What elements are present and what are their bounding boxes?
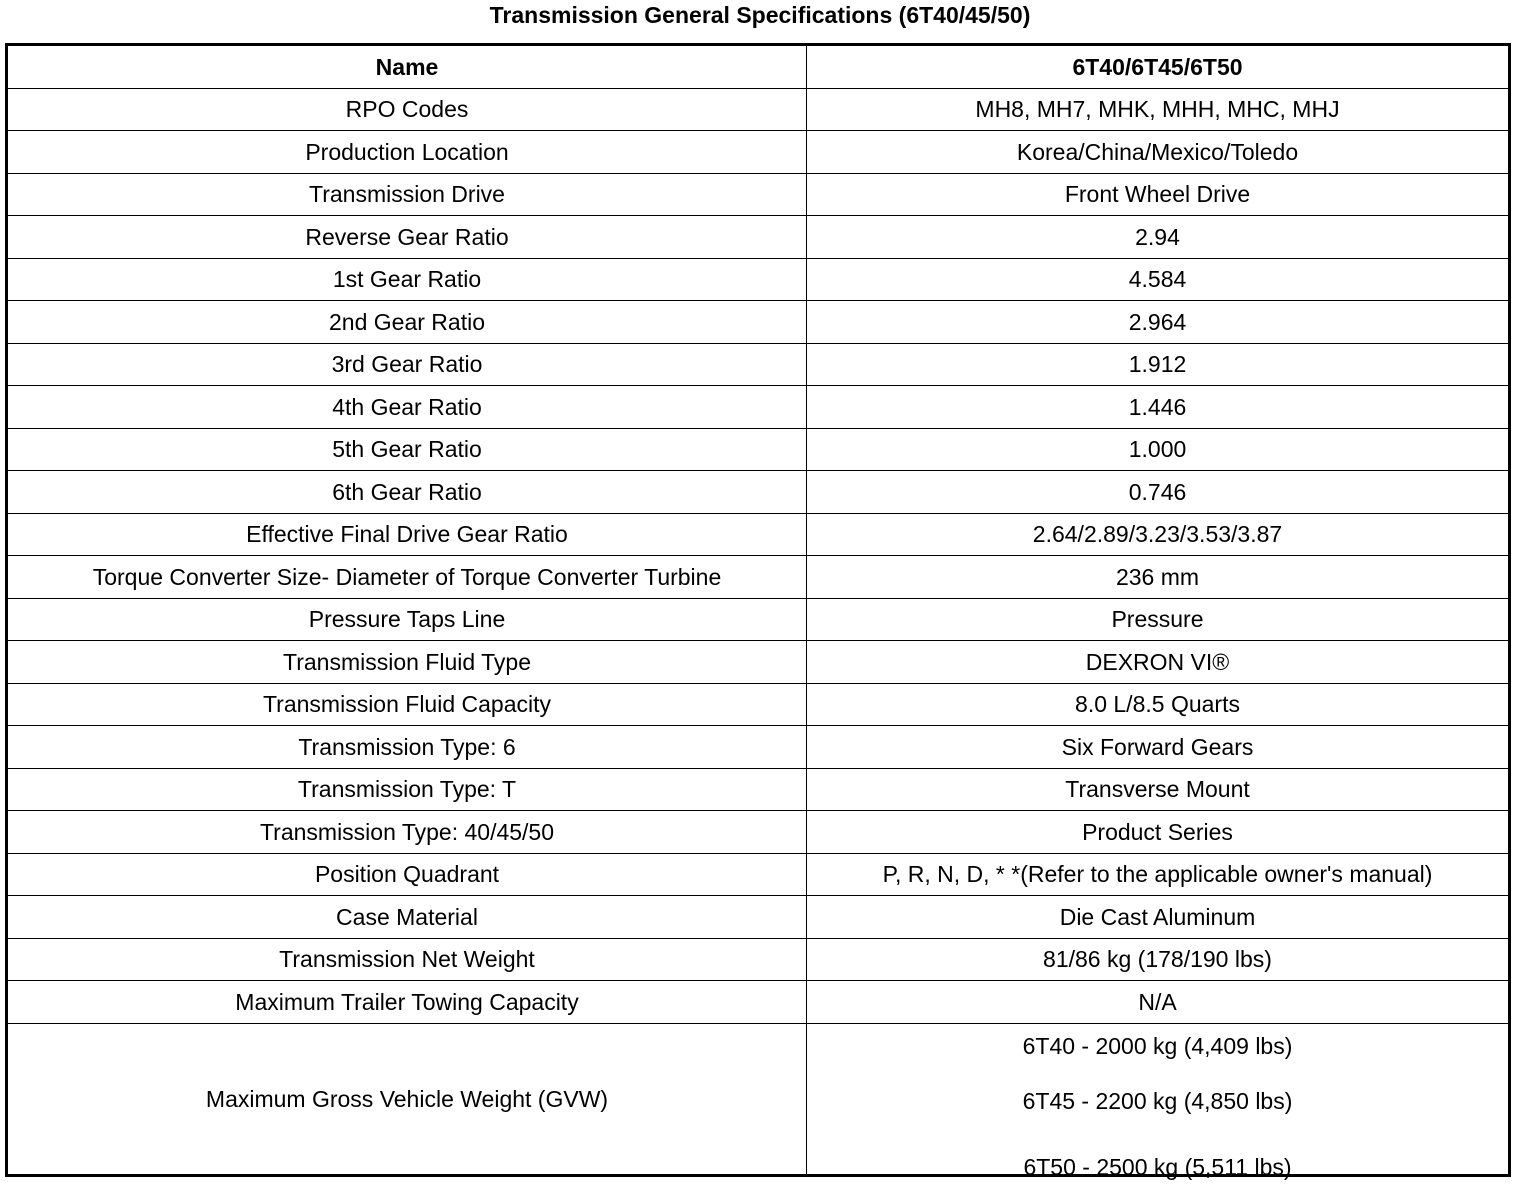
table-header-row <box>7 45 1510 89</box>
spec-name: Transmission Type: 40/45/50 <box>7 811 807 854</box>
spec-name: Effective Final Drive Gear Ratio <box>7 513 807 556</box>
spec-name: RPO Codes <box>7 88 807 131</box>
table-row <box>7 981 1510 1024</box>
spec-name: 5th Gear Ratio <box>7 428 807 471</box>
table-row <box>7 428 1510 471</box>
spec-value: Korea/China/Mexico/Toledo <box>807 131 1510 174</box>
spec-name: Transmission Drive <box>7 173 807 216</box>
spec-value: 2.64/2.89/3.23/3.53/3.87 <box>807 513 1510 556</box>
table-row <box>7 301 1510 344</box>
spec-name: Position Quadrant <box>7 853 807 896</box>
spec-value: 0.746 <box>807 471 1510 514</box>
table-row-gvw <box>7 1023 1510 1175</box>
spec-name: Case Material <box>7 896 807 939</box>
spec-value-list <box>807 1023 1510 1180</box>
spec-name: Maximum Gross Vehicle Weight (GVW) <box>7 1023 807 1175</box>
spec-value: 1.446 <box>807 386 1510 429</box>
table-row <box>7 768 1510 811</box>
spec-value: Pressure <box>807 598 1510 641</box>
spec-value: 1.912 <box>807 343 1510 386</box>
spec-value: 236 mm <box>807 556 1510 599</box>
spec-name: 4th Gear Ratio <box>7 386 807 429</box>
header-value: 6T40/6T45/6T50 <box>807 45 1510 89</box>
spec-value: 2.94 <box>807 216 1510 259</box>
spec-name: Transmission Fluid Capacity <box>7 683 807 726</box>
spec-value: DEXRON VI® <box>807 641 1510 684</box>
table-row <box>7 88 1510 131</box>
table-row <box>7 216 1510 259</box>
spec-value: Transverse Mount <box>807 768 1510 811</box>
table-row <box>7 343 1510 386</box>
table-row <box>7 598 1510 641</box>
spec-name: 3rd Gear Ratio <box>7 343 807 386</box>
page-title: Transmission General Specifications (6T40/45/50) <box>489 2 1031 28</box>
spec-name: Maximum Trailer Towing Capacity <box>7 981 807 1024</box>
spec-table <box>5 43 1511 1180</box>
spec-name: Reverse Gear Ratio <box>7 216 807 259</box>
spec-name: 1st Gear Ratio <box>7 258 807 301</box>
spec-name: 6th Gear Ratio <box>7 471 807 514</box>
spec-value: Front Wheel Drive <box>807 173 1510 216</box>
spec-name: Torque Converter Size- Diameter of Torque Converter Turbine <box>7 556 807 599</box>
spec-name: Transmission Type: 6 <box>7 726 807 769</box>
spec-value: Die Cast Aluminum <box>807 896 1510 939</box>
spec-name: Transmission Type: T <box>7 768 807 811</box>
table-row <box>7 258 1510 301</box>
spec-name: Pressure Taps Line <box>7 598 807 641</box>
spec-name: Production Location <box>7 131 807 174</box>
table-row <box>7 811 1510 854</box>
spec-value: Six Forward Gears <box>807 726 1510 769</box>
gvw-value: 6T40 - 2000 kg (4,409 lbs) <box>1022 1032 1293 1059</box>
header-name: Name <box>7 45 807 89</box>
spec-value: 81/86 kg (178/190 lbs) <box>807 938 1510 981</box>
spec-value: 2.964 <box>807 301 1510 344</box>
table-row <box>7 556 1510 599</box>
spec-name: 2nd Gear Ratio <box>7 301 807 344</box>
table-row <box>7 726 1510 769</box>
spec-value: 4.584 <box>807 258 1510 301</box>
table-row <box>7 173 1510 216</box>
table-row <box>7 683 1510 726</box>
spec-value: 1.000 <box>807 428 1510 471</box>
table-row <box>7 853 1510 896</box>
spec-name: Transmission Net Weight <box>7 938 807 981</box>
spec-value: MH8, MH7, MHK, MHH, MHC, MHJ <box>807 88 1510 131</box>
table-row <box>7 131 1510 174</box>
table-row <box>7 471 1510 514</box>
spec-value: P, R, N, D, * *(Refer to the applicable owner's manual) <box>807 853 1510 896</box>
spec-value: 8.0 L/8.5 Quarts <box>807 683 1510 726</box>
gvw-value: 6T45 - 2200 kg (4,850 lbs) <box>1022 1087 1293 1114</box>
spec-value: N/A <box>807 981 1510 1024</box>
table-row <box>7 938 1510 981</box>
table-row <box>7 896 1510 939</box>
spec-value: Product Series <box>807 811 1510 854</box>
table-row <box>7 386 1510 429</box>
gvw-value: 6T50 - 2500 kg (5,511 lbs) <box>1023 1153 1292 1180</box>
spec-name: Transmission Fluid Type <box>7 641 807 684</box>
table-row <box>7 641 1510 684</box>
table-row <box>7 513 1510 556</box>
